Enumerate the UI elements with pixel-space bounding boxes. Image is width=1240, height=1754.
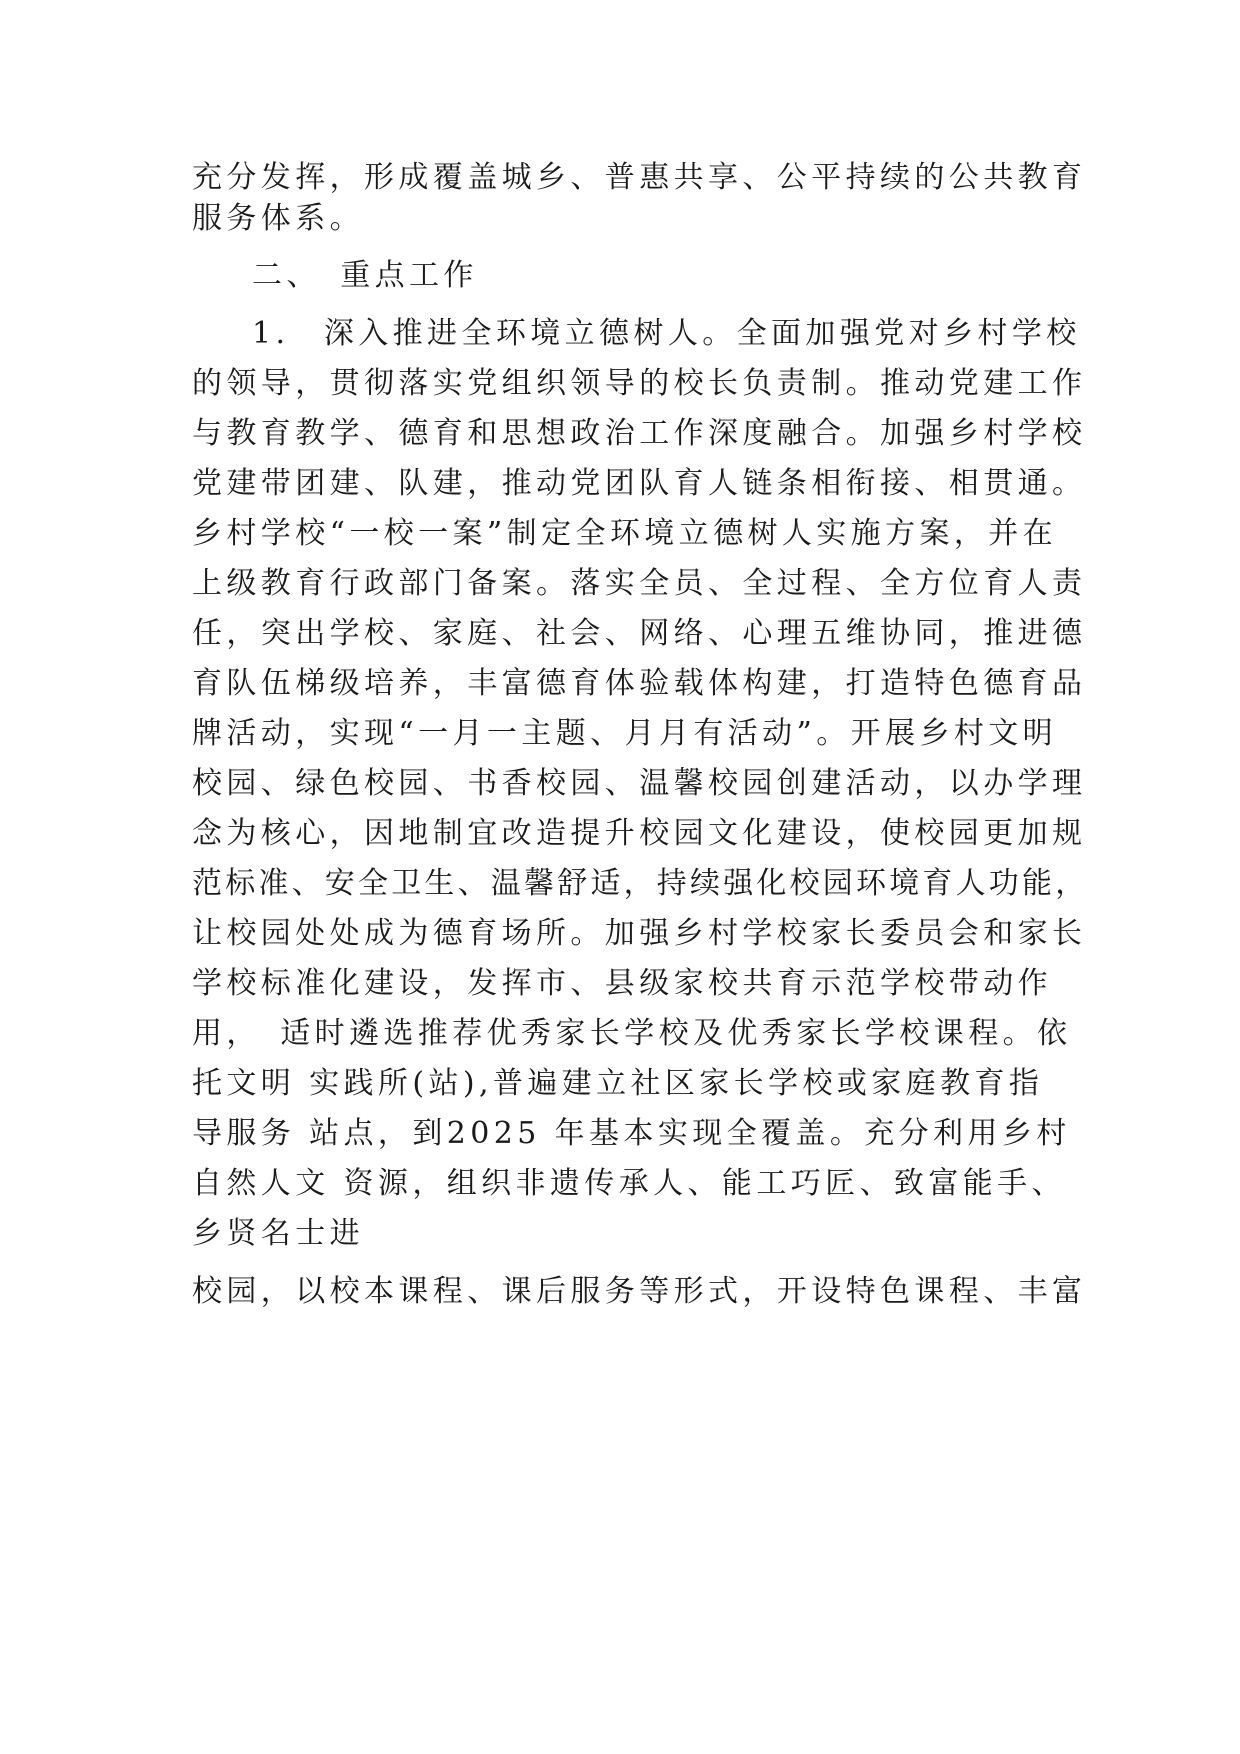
paragraph-line-22: 校园，以校本课程、课后服务等形式，开设特色课程、丰富: [192, 1274, 1087, 1309]
paragraph-line-3: 1. 深入推进全环境立德树人。全面加强党对乡村学校: [252, 316, 1081, 351]
paragraph-line-19: 导服务 站点，到2025 年基本实现全覆盖。充分利用乡村: [192, 1116, 1071, 1151]
paragraph-line-14: 范标准、安全卫生、温馨舒适，持续强化校园环境育人功能，: [192, 866, 1089, 901]
paragraph-line-4: 的领导，贯彻落实党组织领导的校长负责制。推动党建工作: [192, 366, 1087, 401]
paragraph-line-18: 托文明 实践所(站),普遍建立社区家长学校或家庭教育指: [192, 1066, 1044, 1101]
paragraph-line-1: 充分发挥，形成覆盖城乡、普惠共享、公平持续的公共教育: [192, 160, 1087, 195]
paragraph-line-9: 任，突出学校、家庭、社会、网络、心理五维协同，推进德: [192, 616, 1087, 651]
paragraph-line-13: 念为核心，因地制宜改造提升校园文化建设，使校园更加规: [192, 816, 1087, 851]
section-heading: 二、 重点工作: [252, 258, 478, 293]
paragraph-line-17: 用， 适时遴选推荐优秀家长学校及优秀家长学校课程。依: [192, 1016, 1072, 1051]
paragraph-line-8: 上级教育行政部门备案。落实全员、全过程、全方位育人责: [192, 566, 1087, 601]
paragraph-line-16: 学校标准化建设，发挥市、县级家校共育示范学校带动作: [192, 966, 1052, 1001]
paragraph-line-21: 乡贤名士进: [192, 1216, 364, 1251]
paragraph-line-12: 校园、绿色校园、书香校园、温馨校园创建活动，以办学理: [192, 766, 1087, 801]
paragraph-line-5: 与教育教学、德育和思想政治工作深度融合。加强乡村学校: [192, 416, 1087, 451]
paragraph-line-7: 乡村学校“一校一案”制定全环境立德树人实施方案，并在: [192, 516, 1058, 551]
paragraph-line-20: 自然人文 资源，组织非遗传承人、能工巧匠、致富能手、: [192, 1166, 1066, 1201]
paragraph-line-2: 服务体系。: [192, 201, 364, 236]
paragraph-line-11: 牌活动，实现“一月一主题、月月有活动”。开展乡村文明: [192, 716, 1058, 751]
paragraph-line-6: 党建带团建、队建，推动党团队育人链条相衔接、相贯通。: [192, 466, 1087, 501]
paragraph-line-15: 让校园处处成为德育场所。加强乡村学校家长委员会和家长: [192, 916, 1087, 951]
paragraph-line-10: 育队伍梯级培养，丰富德育体验载体构建，打造特色德育品: [192, 666, 1087, 701]
